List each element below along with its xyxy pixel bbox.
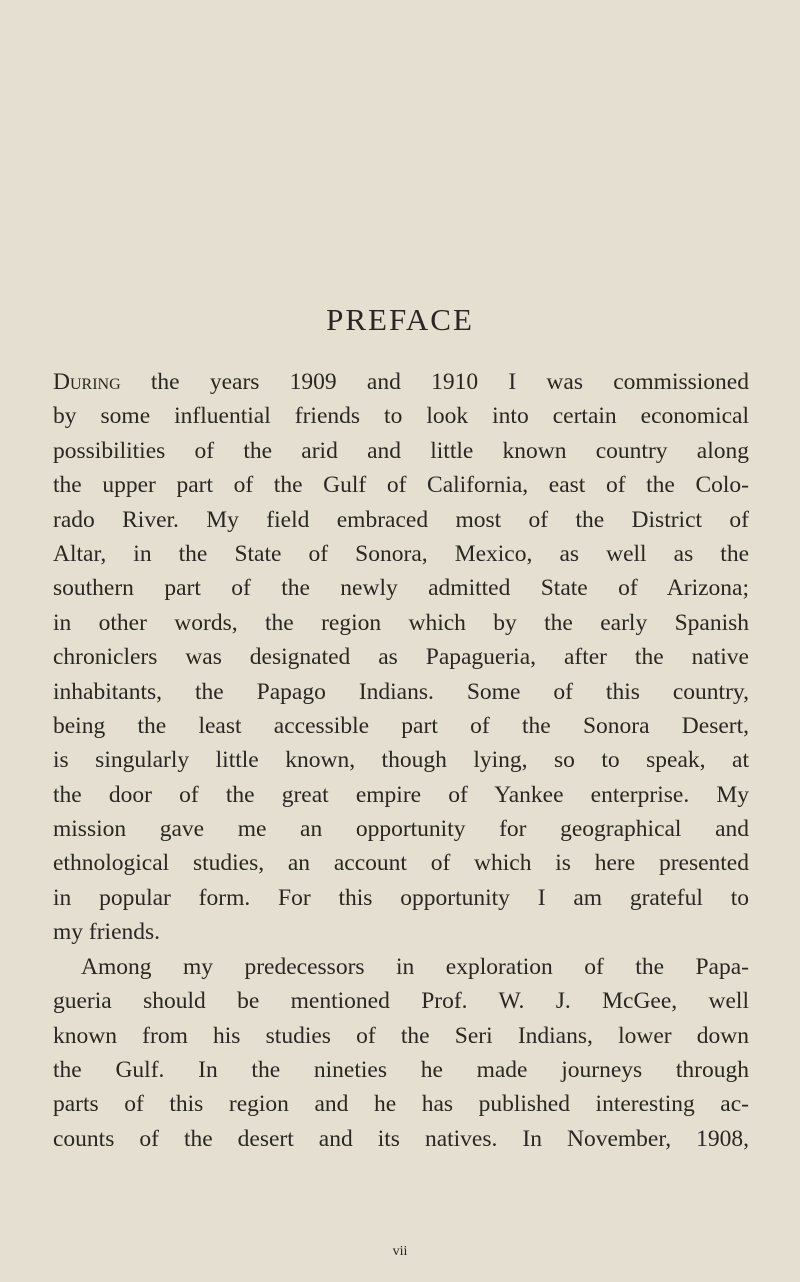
text-line: by some influential friends to look into certain economical: [53, 403, 749, 430]
text-line: possibilities of the arid and little known country along: [53, 437, 749, 464]
text-line-content: the years 1909 and 1910 I was commissioned: [120, 369, 749, 395]
text-line: the door of the great empire of Yankee enterprise. My: [53, 781, 749, 808]
text-line: the Gulf. In the nineties he made journeys through: [53, 1056, 749, 1083]
text-line: chroniclers was designated as Papagueria, after the native: [53, 644, 749, 671]
text-line: [53, 365, 749, 399]
paragraph-2: [53, 950, 749, 1156]
paragraph-1: [53, 365, 749, 950]
page-number: vii: [392, 1244, 408, 1259]
text-line: being the least accessible part of the Sonora Desert,: [53, 712, 749, 739]
text-line: in other words, the region which by the early Spanish: [53, 609, 749, 636]
text-line: is singularly little known, though lying, so to speak, at: [53, 747, 749, 774]
page-title: PREFACE: [326, 302, 474, 337]
text-line: counts of the desert and its natives. In November, 1908,: [53, 1125, 749, 1152]
lead-word: During: [53, 369, 121, 395]
text-line: inhabitants, the Papago Indians. Some of this country,: [53, 678, 749, 705]
text-line: known from his studies of the Seri Indians, lower down: [53, 1022, 749, 1049]
text-line: my friends.: [53, 919, 161, 946]
text-line: Among my predecessors in exploration of the Papa-: [81, 953, 749, 980]
text-line: gueria should be mentioned Prof. W. J. McGee, well: [53, 988, 749, 1015]
text-line: the upper part of the Gulf of California, east of the Colo-: [53, 472, 749, 499]
text-line: ethnological studies, an account of which is here presented: [53, 850, 749, 877]
text-line: southern part of the newly admitted State of Arizona;: [53, 575, 749, 602]
text-line: mission gave me an opportunity for geographical and: [53, 816, 749, 843]
text-line: in popular form. For this opportunity I am grateful to: [53, 884, 749, 911]
text-line: rado River. My field embraced most of the District of: [53, 506, 749, 533]
text-line: Altar, in the State of Sonora, Mexico, as well as the: [53, 540, 749, 567]
text-line: parts of this region and he has published interesting ac-: [53, 1091, 749, 1118]
